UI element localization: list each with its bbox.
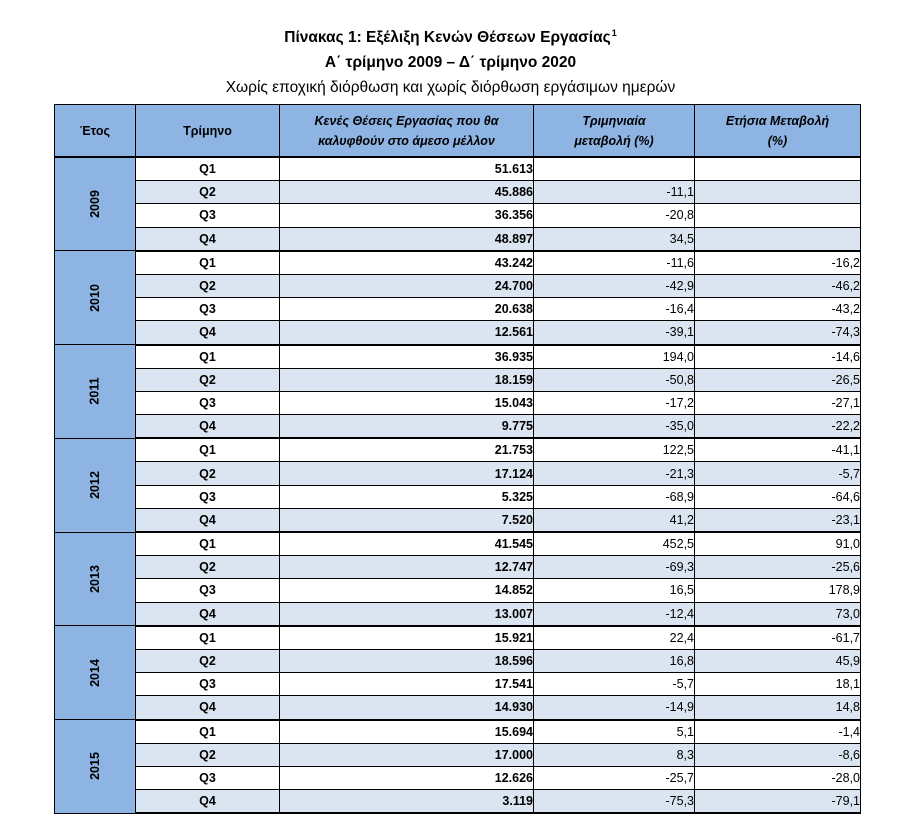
header-annual-change-line1: Ετήσια Μεταβολή [725, 113, 830, 128]
vacancies-cell: 13.007 [280, 602, 534, 626]
vacancies-cell: 15.921 [280, 626, 534, 650]
vacancies-cell: 7.520 [280, 508, 534, 532]
annual-change-cell [695, 157, 861, 181]
vacancies-cell: 36.356 [280, 204, 534, 227]
header-vacancies-line1: Κενές Θέσεις Εργασίας που θα [314, 113, 499, 128]
annual-change-cell: -25,6 [695, 556, 861, 579]
footnote-marker: 1 [611, 28, 617, 38]
vacancies-cell: 18.596 [280, 649, 534, 672]
table-row [55, 438, 861, 462]
quarterly-change-cell: 16,5 [534, 579, 695, 602]
table-row [55, 485, 861, 508]
year-cell [55, 157, 136, 251]
vacancies-table [54, 104, 861, 814]
quarterly-change-cell: -12,4 [534, 602, 695, 626]
quarter-cell: Q3 [136, 579, 280, 602]
annual-change-cell: 45,9 [695, 649, 861, 672]
annual-change-cell: -79,1 [695, 790, 861, 814]
table-row [55, 321, 861, 345]
table-row [55, 181, 861, 204]
quarter-cell: Q1 [136, 345, 280, 369]
quarterly-change-cell: -11,1 [534, 181, 695, 204]
vacancies-cell: 18.159 [280, 368, 534, 391]
quarter-cell: Q4 [136, 602, 280, 626]
annual-change-cell: -61,7 [695, 626, 861, 650]
quarter-cell: Q4 [136, 227, 280, 251]
header-quarterly-change [534, 105, 695, 158]
quarter-cell: Q4 [136, 790, 280, 814]
table-row [55, 391, 861, 414]
annual-change-cell: -28,0 [695, 766, 861, 789]
quarterly-change-cell: 194,0 [534, 345, 695, 369]
annual-change-cell [695, 227, 861, 251]
quarterly-change-cell: 5,1 [534, 720, 695, 744]
annual-change-cell [695, 204, 861, 227]
quarter-cell: Q4 [136, 696, 280, 720]
annual-change-cell: -26,5 [695, 368, 861, 391]
annual-change-cell: -14,6 [695, 345, 861, 369]
vacancies-cell: 43.242 [280, 251, 534, 275]
table-row [55, 790, 861, 814]
quarterly-change-cell: -14,9 [534, 696, 695, 720]
quarterly-change-cell: -75,3 [534, 790, 695, 814]
vacancies-cell: 41.545 [280, 532, 534, 556]
year-label: 2010 [88, 283, 102, 312]
table-row [55, 602, 861, 626]
quarter-cell: Q1 [136, 251, 280, 275]
quarter-cell: Q1 [136, 157, 280, 181]
vacancies-cell: 5.325 [280, 485, 534, 508]
header-quarter-label: Τρίμηνο [183, 123, 232, 138]
table-subtitle: Χωρίς εποχική διόρθωση και χωρίς διόρθωση εργάσιμων ημερών [225, 79, 676, 96]
annual-change-cell: -27,1 [695, 391, 861, 414]
header-quarterly-change-line1: Τριμηνιαία [582, 113, 646, 128]
annual-change-cell: -64,6 [695, 485, 861, 508]
annual-change-cell: -46,2 [695, 274, 861, 297]
quarter-cell: Q1 [136, 532, 280, 556]
header-annual-change-line2: (%) [767, 133, 788, 148]
vacancies-cell: 17.000 [280, 743, 534, 766]
vacancies-cell: 24.700 [280, 274, 534, 297]
quarter-cell: Q4 [136, 508, 280, 532]
table-row [55, 579, 861, 602]
year-label: 2011 [88, 377, 102, 405]
table-row [55, 766, 861, 789]
year-cell [55, 532, 136, 626]
quarter-cell: Q3 [136, 298, 280, 321]
quarterly-change-cell: -42,9 [534, 274, 695, 297]
year-cell [55, 251, 136, 345]
quarterly-change-cell: -39,1 [534, 321, 695, 345]
annual-change-cell: -16,2 [695, 251, 861, 275]
vacancies-cell: 12.561 [280, 321, 534, 345]
quarterly-change-cell: -35,0 [534, 415, 695, 439]
vacancies-cell: 15.043 [280, 391, 534, 414]
vacancies-cell: 48.897 [280, 227, 534, 251]
quarterly-change-cell [534, 157, 695, 181]
quarterly-change-cell: -69,3 [534, 556, 695, 579]
annual-change-cell: 73,0 [695, 602, 861, 626]
vacancies-cell: 14.852 [280, 579, 534, 602]
quarterly-change-cell: -16,4 [534, 298, 695, 321]
quarter-cell: Q4 [136, 321, 280, 345]
header-quarterly-change-line2: μεταβολή (%) [574, 133, 654, 148]
year-label: 2013 [88, 564, 102, 593]
quarterly-change-cell: 16,8 [534, 649, 695, 672]
table-row [55, 298, 861, 321]
header-annual-change [695, 105, 861, 158]
quarterly-change-cell: -50,8 [534, 368, 695, 391]
annual-change-cell: -5,7 [695, 462, 861, 485]
quarter-cell: Q2 [136, 556, 280, 579]
table-header-row [55, 105, 861, 158]
quarter-cell: Q2 [136, 274, 280, 297]
header-vacancies-line2: καλυφθούν στο άμεσο μέλλον [318, 133, 495, 148]
table-row [55, 626, 861, 650]
table-row [55, 743, 861, 766]
year-cell [55, 626, 136, 720]
table-row [55, 227, 861, 251]
header-year-label: Έτος [79, 123, 111, 138]
table-title [0, 28, 901, 47]
quarterly-change-cell: 452,5 [534, 532, 695, 556]
table-row [55, 415, 861, 439]
annual-change-cell: -8,6 [695, 743, 861, 766]
header-quarter [136, 105, 280, 158]
annual-change-cell [695, 181, 861, 204]
vacancies-cell: 15.694 [280, 720, 534, 744]
quarterly-change-cell: -68,9 [534, 485, 695, 508]
vacancies-cell: 3.119 [280, 790, 534, 814]
quarter-cell: Q3 [136, 766, 280, 789]
table-row [55, 274, 861, 297]
quarterly-change-cell: 22,4 [534, 626, 695, 650]
year-cell [55, 438, 136, 532]
vacancies-cell: 14.930 [280, 696, 534, 720]
quarter-cell: Q2 [136, 743, 280, 766]
table-row [55, 696, 861, 720]
year-cell [55, 345, 136, 439]
table-row [55, 720, 861, 744]
year-label: 2014 [88, 658, 102, 687]
annual-change-cell: -1,4 [695, 720, 861, 744]
quarterly-change-cell: -17,2 [534, 391, 695, 414]
quarterly-change-cell: 34,5 [534, 227, 695, 251]
quarter-cell: Q3 [136, 485, 280, 508]
year-cell [55, 720, 136, 814]
quarter-cell: Q1 [136, 626, 280, 650]
annual-change-cell: -22,2 [695, 415, 861, 439]
quarterly-change-cell: -20,8 [534, 204, 695, 227]
year-label: 2015 [88, 752, 102, 781]
header-vacancies [280, 105, 534, 158]
vacancies-cell: 45.886 [280, 181, 534, 204]
vacancies-cell: 36.935 [280, 345, 534, 369]
quarterly-change-cell: 8,3 [534, 743, 695, 766]
annual-change-cell: 91,0 [695, 532, 861, 556]
annual-change-cell: -41,1 [695, 438, 861, 462]
table-row [55, 157, 861, 181]
vacancies-cell: 9.775 [280, 415, 534, 439]
annual-change-cell: 14,8 [695, 696, 861, 720]
table-row [55, 673, 861, 696]
vacancies-cell: 12.747 [280, 556, 534, 579]
annual-change-cell: -23,1 [695, 508, 861, 532]
quarterly-change-cell: -5,7 [534, 673, 695, 696]
annual-change-cell: 178,9 [695, 579, 861, 602]
quarterly-change-cell: -21,3 [534, 462, 695, 485]
quarter-cell: Q2 [136, 649, 280, 672]
quarter-cell: Q2 [136, 462, 280, 485]
quarter-cell: Q3 [136, 673, 280, 696]
quarterly-change-cell: 122,5 [534, 438, 695, 462]
annual-change-cell: -74,3 [695, 321, 861, 345]
vacancies-cell: 20.638 [280, 298, 534, 321]
vacancies-cell: 21.753 [280, 438, 534, 462]
vacancies-cell: 51.613 [280, 157, 534, 181]
quarterly-change-cell: -11,6 [534, 251, 695, 275]
annual-change-cell: -43,2 [695, 298, 861, 321]
table-row [55, 345, 861, 369]
vacancies-cell: 12.626 [280, 766, 534, 789]
quarter-cell: Q1 [136, 720, 280, 744]
table-title-text: Πίνακας 1: Εξέλιξη Κενών Θέσεων Εργασίας [284, 29, 611, 46]
table-row [55, 204, 861, 227]
header-year [55, 105, 136, 158]
table-row [55, 368, 861, 391]
quarter-cell: Q1 [136, 438, 280, 462]
table-body [55, 157, 861, 813]
quarterly-change-cell: -25,7 [534, 766, 695, 789]
annual-change-cell: 18,1 [695, 673, 861, 696]
quarterly-change-cell: 41,2 [534, 508, 695, 532]
quarter-cell: Q3 [136, 391, 280, 414]
table-row [55, 251, 861, 275]
table-row [55, 508, 861, 532]
table-period: Α΄ τρίμηνο 2009 – Δ΄ τρίμηνο 2020 [324, 54, 577, 71]
vacancies-cell: 17.124 [280, 462, 534, 485]
vacancies-cell: 17.541 [280, 673, 534, 696]
table-row [55, 649, 861, 672]
quarter-cell: Q4 [136, 415, 280, 439]
year-label: 2009 [88, 190, 102, 219]
table-row [55, 556, 861, 579]
quarter-cell: Q2 [136, 181, 280, 204]
quarter-cell: Q3 [136, 204, 280, 227]
table-row [55, 532, 861, 556]
table-row [55, 462, 861, 485]
quarter-cell: Q2 [136, 368, 280, 391]
year-label: 2012 [88, 471, 102, 500]
